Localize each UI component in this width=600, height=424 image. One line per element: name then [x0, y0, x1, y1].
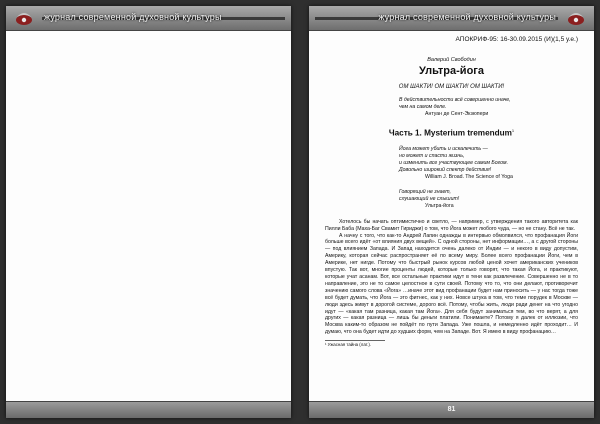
article-body: [325, 219, 578, 336]
journal-emblem-icon: [566, 9, 586, 27]
left-page-footer: [6, 401, 291, 418]
epigraph-1-line: В действительности всё совершенно иначе,: [399, 97, 511, 103]
epigraph-2: [399, 146, 578, 181]
epigraph-2-line: но может и спасти жизнь,: [399, 152, 465, 159]
article-content: [325, 34, 578, 398]
right-page-footer: [309, 401, 594, 418]
part-heading-text: Часть 1. Mysterium tremendum: [388, 128, 512, 138]
right-page: [309, 6, 594, 418]
article-title: Ультра-йога: [418, 65, 484, 77]
right-header-text: журнал современной духовной культуры: [378, 12, 556, 22]
epigraph-1: [399, 97, 578, 118]
epigraph-2-line: Довольно широкий спектр действия!: [399, 166, 492, 173]
article-subtitle: ОМ ШАКТИ! ОМ ШАКТИ! ОМ ШАКТИ!: [398, 84, 505, 90]
right-page-number: 81: [447, 406, 456, 413]
epigraph-2-line: Йога может убить и искалечить —: [399, 145, 488, 152]
footnote: ¹ Ужасная тайна (лат.).: [325, 342, 372, 348]
footnote-divider: [325, 340, 385, 341]
article-author: Валерий Свободин: [427, 57, 476, 63]
body-paragraph: А начну с того, что как-то Андрей Лапин однажды в интервью обмолвился, что профанация Йоги больше всего идёт «от влияния двух вещей». С одной стороны, нет информации…, а с другой стороны — под влиянием Запада. И Запад находится очень далеко от Индии — и некого в виду допустим, Америку, которая сейчас распространяет её по всему миру. Более всего профанации Йоги, чем в Америке, нет нигде. Потому что быстрый рынок курсов любой ценой хочет американских учеников впустую. Так вот, многие проценты людей, которые только говорят, что такая Йога, и практикуют, которые учат асанам. Вот, все остальные практики идут в тени как развлечение. Совершенно не в то направление, это не то самое целостное в сути своей. Потому что то, что они делают, противоречит значению самого слова «Йога» …иначе этот вид профанации будет нам приносить — у нас тогда тоже всё будет думать, что Йога — это фитнес, как у них. Новсе штука в том, что теме порудек в Москве — люди здесь живут в дорогой системе, дорого всё. Потому, чтобы жить, люди ради денег на что угодно идут — «какая там разница, какая там Йога». Для себя будут заниматься тем, во что верят, а для других — какая разница — лишь бы деньги платили. Понимаете? Потому я далек от иллюзии, что Москва каким-то образом не пойдёт по пути Запада. Уже пошла, и немедленно идёт проходит… И думаю, что она будет идти до худших форм, чем на Западе. Вот. Я имею в виду профанацию…: [325, 232, 578, 336]
epigraph-1-attribution: Антуан де Сент-Экзюпери: [425, 111, 489, 117]
epigraph-2-line: и изменить все участвующее самим Богом.: [399, 159, 509, 166]
left-page: [6, 6, 291, 418]
epigraph-3-line: Говорящий не знает,: [399, 188, 451, 195]
epigraph-2-attribution: William J. Broad. The Science of Yoga: [425, 173, 513, 180]
journal-emblem-icon: [14, 9, 34, 27]
footnote-marker[interactable]: 1: [511, 128, 515, 133]
left-page-header: [6, 6, 291, 31]
epigraph-3-attribution: Ультра-йога: [425, 202, 454, 209]
right-page-header: [309, 6, 594, 31]
part-heading: [325, 128, 578, 138]
epigraph-3: [399, 189, 578, 210]
left-header-text: журнал современной духовной культуры: [44, 12, 222, 22]
epigraph-3-line: слушающий не слышит!: [399, 195, 460, 202]
epigraph-1-line: чем на самом деле.: [399, 104, 447, 110]
body-paragraph: Хотелось бы начать оптимистично и светло, — например, с утверждения такого авторитета как Пилли Баба (Маха-Баг Свамит Гириджи) о том, что Йога может любого чуда, — но не стану. Всё не так.: [325, 218, 578, 232]
issue-line: АПОКРИФ-95: 16-30.09.2015 (И)(1,5 у.е.): [455, 36, 578, 43]
